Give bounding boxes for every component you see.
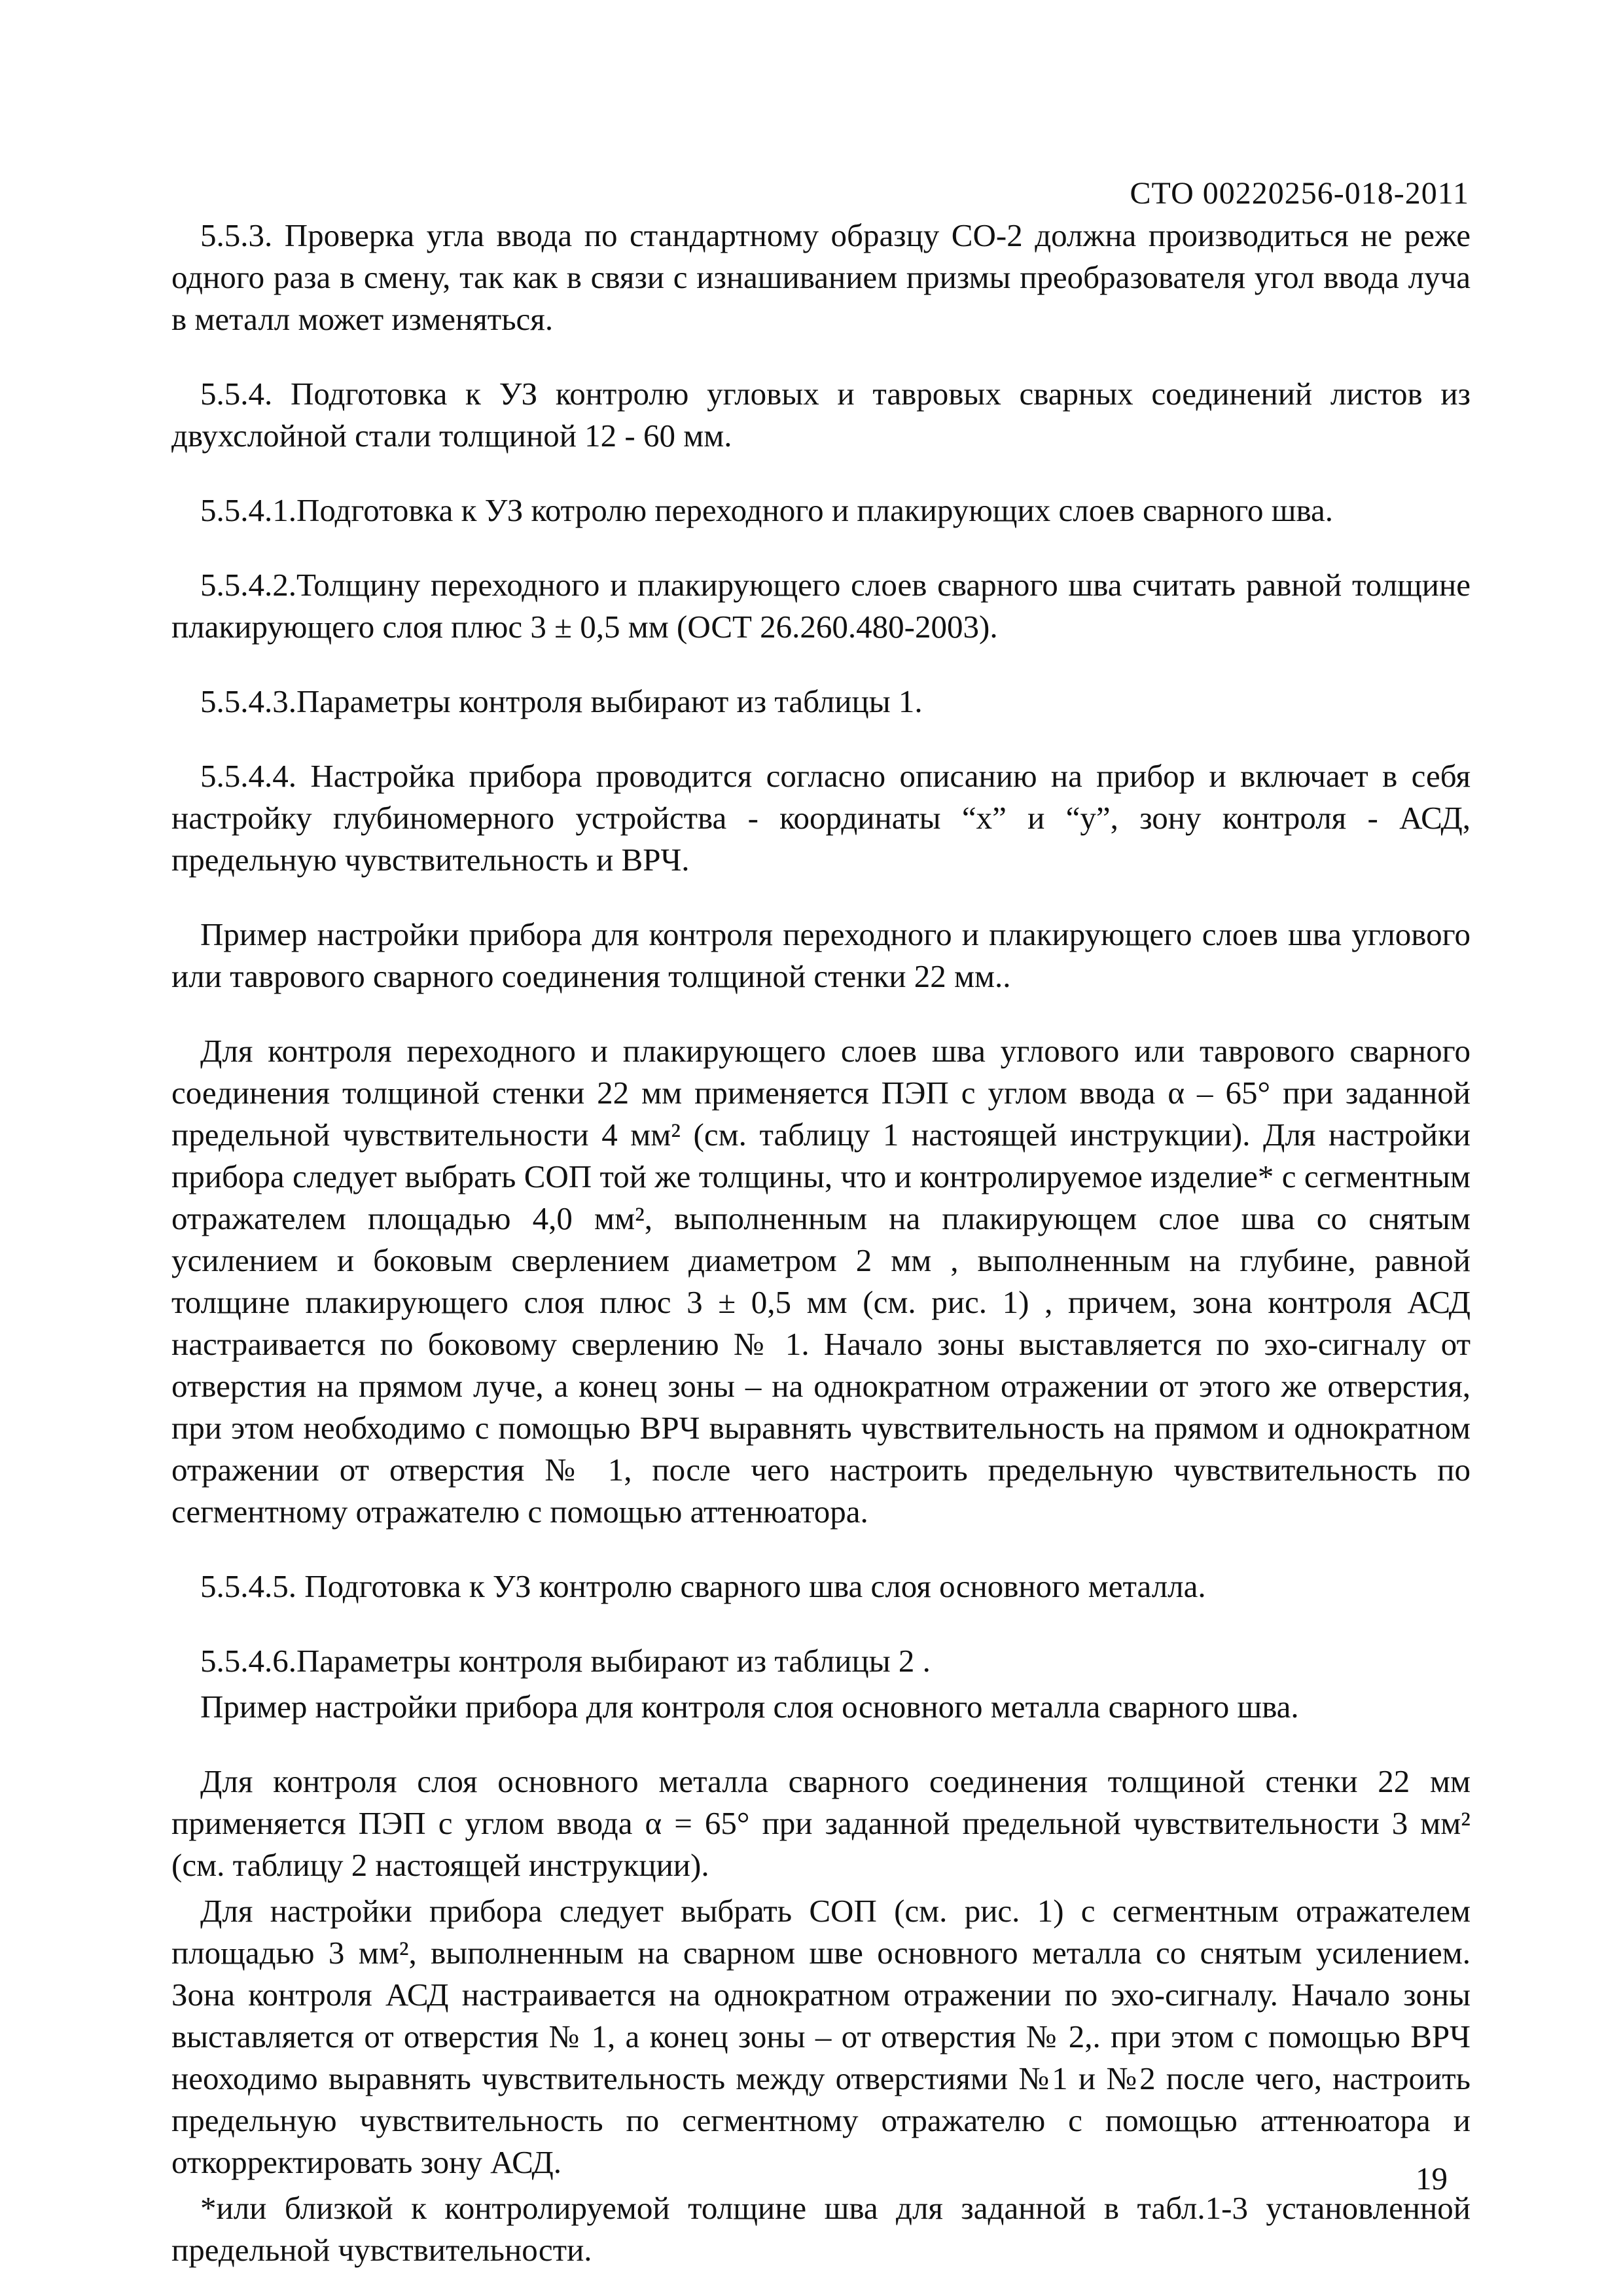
example-text-cladding: Для контроля переходного и плакирующего слоев шва углового или таврового сварного соединения толщиной стенки 22 мм применяется ПЭП с углом ввода α – 65° при заданной предельной чувствительности 4 мм² (см. таблицу 1 настоящей инструкции). Для настройки прибора следует выбрать СОП той же толщины, что и контролируемое изделие* с сегментным отражателем площадью 4,0 мм², выполненным на плакирующем слое шва со снятым усилением и боковым сверлением диаметром 2 мм , выполненным на глубине, равной толщине плакирующего слоя плюс 3 ± 0,5 мм (см. рис. 1) , причем, зона контроля АСД настраивается по боковому сверлению № 1. Начало зоны выставляется по эхо-сигналу от отверстия на прямом луче, а конец зоны – на однократном отражении от этого же отверстия, при этом необходимо с помощью ВРЧ выравнять чувствительность на прямом и однократном отражении от отверстия № 1, после чего настроить предельную чувствительность по сегментному отражателю с помощью аттенюатора. bbox=[171, 1033, 1471, 1530]
paragraph-5-5-4-1: 5.5.4.1.Подготовка к УЗ котролю переходного и плакирующих слоев сварного шва. bbox=[200, 492, 1334, 528]
page-number: 19 bbox=[1416, 2161, 1448, 2197]
document-code: СТО 00220256-018-2011 bbox=[1130, 176, 1469, 211]
paragraph-5-5-3: 5.5.3. Проверка угла ввода по стандартному образцу СО-2 должна производиться не реже одного раза в смену, так как в связи с изнашиванием призмы преобразователя угол ввода луча в металл может изменяться. bbox=[171, 217, 1471, 337]
example-text-base-metal: Для контроля слоя основного металла сварного соединения толщиной стенки 22 мм применяется ПЭП с углом ввода α = 65° при заданной предельной чувствительности 3 мм² (см. таблицу 2 настоящей инструкции). bbox=[171, 1763, 1471, 1883]
example-heading-base-metal: Пример настройки прибора для контроля слоя основного металла сварного шва. bbox=[200, 1689, 1299, 1725]
body-text bbox=[171, 215, 1471, 2271]
paragraph-5-5-4-2: 5.5.4.2.Толщину переходного и плакирующего слоев сварного шва считать равной толщине плакирующего слоя плюс 3 ± 0,5 мм (ОСТ 26.260.480-2003). bbox=[171, 567, 1471, 645]
paragraph-5-5-4-5: 5.5.4.5. Подготовка к УЗ контролю сварного шва слоя основного металла. bbox=[200, 1568, 1206, 1604]
paragraph-5-5-4-3: 5.5.4.3.Параметры контроля выбирают из таблицы 1. bbox=[200, 683, 923, 719]
example-heading-cladding: Пример настройки прибора для контроля переходного и плакирующего слоев шва углового или таврового сварного соединения толщиной стенки 22 мм.. bbox=[171, 916, 1471, 994]
footnote: *или близкой к контролируемой толщине шва для заданной в табл.1-3 установленной предельной чувствительности. bbox=[171, 2190, 1471, 2268]
calibration-text-base-metal: Для настройки прибора следует выбрать СОП (см. рис. 1) с сегментным отражателем площадью 3 мм², выполненным на сварном шве основного металла со снятым усилением. Зона контроля АСД настраивается на однократном отражении по эхо-сигналу. Начало зоны выставляется от отверстия № 1, а конец зоны – от отверстия № 2,. при этом с помощью ВРЧ неоходимо выравнять чувствительность между отверстиями №1 и №2 после чего, настроить предельную чувствительность по сегментному отражателю с помощью аттенюатора и откорректировать зону АСД. bbox=[171, 1893, 1471, 2180]
paragraph-5-5-4: 5.5.4. Подготовка к УЗ контролю угловых и тавровых сварных соединений листов из двухслойной стали толщиной 12 - 60 мм. bbox=[171, 376, 1471, 454]
paragraph-5-5-4-4: 5.5.4.4. Настройка прибора проводится согласно описанию на прибор и включает в себя настройку глубиномерного устройства - координаты “х” и “у”, зону контроля - АСД, предельную чувствительность и ВРЧ. bbox=[171, 758, 1471, 878]
paragraph-5-5-4-6: 5.5.4.6.Параметры контроля выбирают из таблицы 2 . bbox=[200, 1643, 931, 1679]
